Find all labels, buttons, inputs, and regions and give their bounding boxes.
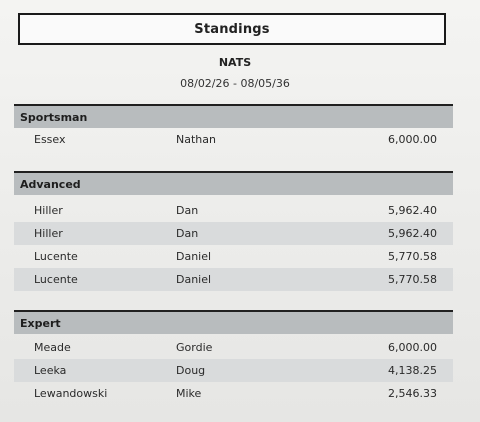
title-box bbox=[18, 13, 446, 45]
first-name: Doug bbox=[176, 364, 206, 377]
event-dates: 08/02/26 - 08/05/36 bbox=[180, 77, 290, 90]
first-name: Daniel bbox=[176, 250, 212, 263]
first-name: Dan bbox=[176, 227, 199, 240]
last-name: Leeka bbox=[34, 364, 67, 377]
first-name: Nathan bbox=[176, 133, 216, 146]
score: 4,138.25 bbox=[388, 364, 437, 377]
table-row bbox=[14, 336, 453, 359]
section-expert bbox=[14, 310, 453, 405]
page-title: Standings bbox=[194, 21, 270, 37]
table-row bbox=[14, 245, 453, 268]
first-name: Dan bbox=[176, 204, 199, 217]
section-advanced bbox=[14, 171, 453, 291]
section-header: Advanced bbox=[14, 171, 453, 195]
last-name: Lucente bbox=[34, 273, 78, 286]
last-name: Hiller bbox=[34, 227, 63, 240]
first-name: Gordie bbox=[176, 341, 213, 354]
score: 5,770.58 bbox=[388, 250, 437, 263]
first-name: Mike bbox=[176, 387, 202, 400]
score: 6,000.00 bbox=[388, 133, 437, 146]
section-header: Expert bbox=[14, 310, 453, 334]
last-name: Essex bbox=[34, 133, 66, 146]
table-row bbox=[14, 128, 453, 151]
section-sportsman bbox=[14, 104, 453, 151]
table-row bbox=[14, 359, 453, 382]
first-name: Daniel bbox=[176, 273, 212, 286]
score: 2,546.33 bbox=[388, 387, 437, 400]
score: 6,000.00 bbox=[388, 341, 437, 354]
table-row bbox=[14, 382, 453, 405]
score: 5,962.40 bbox=[388, 227, 437, 240]
table-row bbox=[14, 222, 453, 245]
last-name: Hiller bbox=[34, 204, 63, 217]
last-name: Lucente bbox=[34, 250, 78, 263]
table-row bbox=[14, 199, 453, 222]
table-row bbox=[14, 268, 453, 291]
score: 5,770.58 bbox=[388, 273, 437, 286]
last-name: Lewandowski bbox=[34, 387, 108, 400]
event-name: NATS bbox=[218, 56, 252, 69]
section-header: Sportsman bbox=[14, 104, 453, 128]
last-name: Meade bbox=[34, 341, 71, 354]
score: 5,962.40 bbox=[388, 204, 437, 217]
